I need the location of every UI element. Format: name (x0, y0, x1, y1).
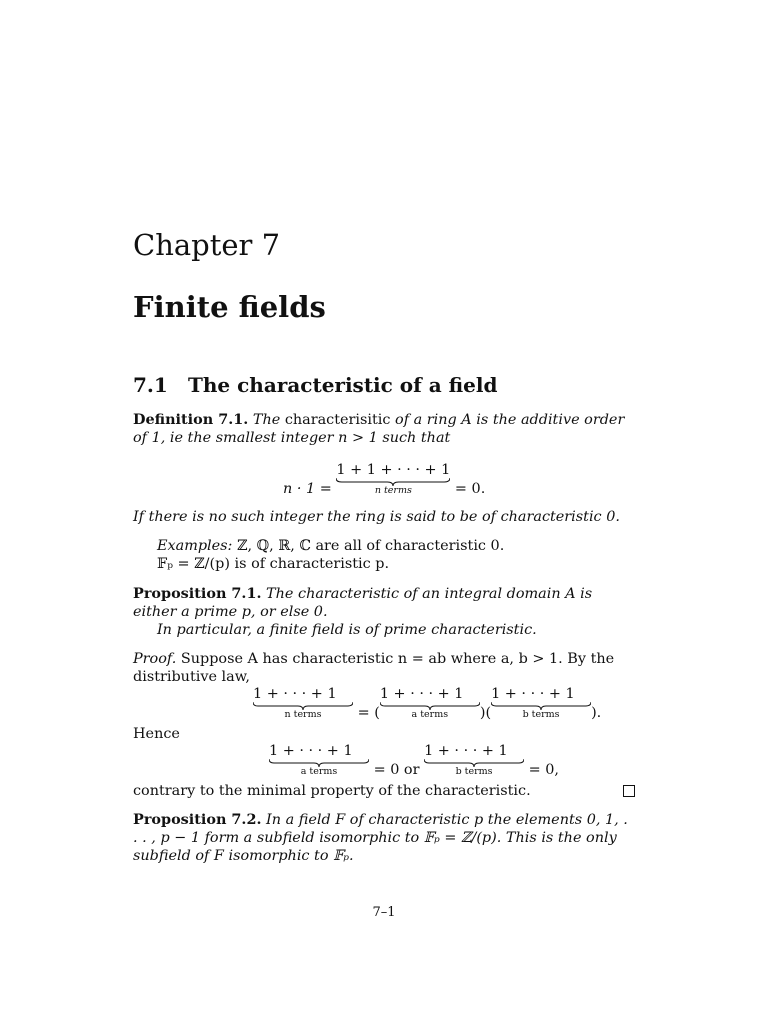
underbrace-sum (336, 462, 450, 496)
eq-sum-label: n terms (374, 485, 412, 496)
section-heading (133, 373, 497, 397)
proof-equation-2: 1 + · · · + 1 a terms = 0 or 1 + · · · + 1 b terms = 0, (269, 743, 559, 778)
definition-label: Definition 7.1. (133, 411, 249, 428)
chapter-title: Finite fields (133, 290, 326, 324)
eq-left: n · 1 = (283, 481, 337, 497)
eq-sum: 1 + 1 + · · · + 1 (336, 462, 451, 478)
prop1-text2: In particular, a finite field is of prime characteristic. (157, 622, 537, 638)
prop2-label: Proposition 7.2. (133, 811, 262, 828)
underbrace-a: 1 + · · · + 1 a terms (380, 686, 480, 720)
definition-term: characterisitic (284, 412, 391, 428)
prop2-text: In a field F of characteristic p the elements 0, 1, . . . , p − 1 form a subfield isomorphic to 𝔽ₚ = ℤ/(p). This is the only subfield of F isomorphic to 𝔽ₚ. (133, 812, 628, 864)
examples-line2: 𝔽ₚ = ℤ/(p) is of characteristic p. (157, 556, 390, 572)
underbrace-b: 1 + · · · + 1 b terms (491, 686, 591, 720)
section-title: The characteristic of a field (188, 373, 498, 397)
examples-label: Examples: (157, 538, 233, 554)
examples-line1: ℤ, ℚ, ℝ, ℂ are all of characteristic 0. (232, 538, 505, 554)
proof-label: Proof. (133, 651, 177, 667)
underbrace-b2: 1 + · · · + 1 b terms (424, 743, 524, 777)
definition-block (133, 411, 635, 447)
qed-square-icon (623, 785, 635, 797)
definition-equation (283, 462, 485, 497)
definition-text-b: of a ring A is the additive order of 1, ie the smallest integer n > 1 such that (133, 412, 625, 446)
underbrace-n: 1 + · · · + 1 n terms (253, 686, 353, 720)
proof-block (133, 650, 635, 686)
page (133, 0, 635, 1024)
prop1-label: Proposition 7.1. (133, 585, 262, 602)
proof-conclusion: contrary to the minimal property of the characteristic. (133, 782, 635, 800)
page-number: 7–1 (372, 905, 396, 920)
eq-right: = 0. (450, 481, 486, 497)
proof-text: Suppose A has characteristic n = ab where a, b > 1. By the distributive law, (133, 651, 615, 685)
section-number: 7.1 (133, 373, 168, 397)
chapter-label: Chapter 7 (133, 228, 281, 262)
proposition-1 (133, 585, 635, 639)
definition-text-a: The (252, 412, 281, 428)
proof-equation-1: 1 + · · · + 1 n terms = (1 + · · · + 1 a terms )(1 + · · · + 1 b terms ). (253, 686, 602, 721)
examples-block (133, 537, 659, 573)
underbrace-a2: 1 + · · · + 1 a terms (269, 743, 369, 777)
proposition-2 (133, 811, 635, 865)
definition-after: If there is no such integer the ring is said to be of characteristic 0. (133, 509, 620, 525)
proof-hence: Hence (133, 726, 180, 742)
prop1-text: The characteristic of an integral domain A is either a prime p, or else 0. (133, 586, 593, 620)
